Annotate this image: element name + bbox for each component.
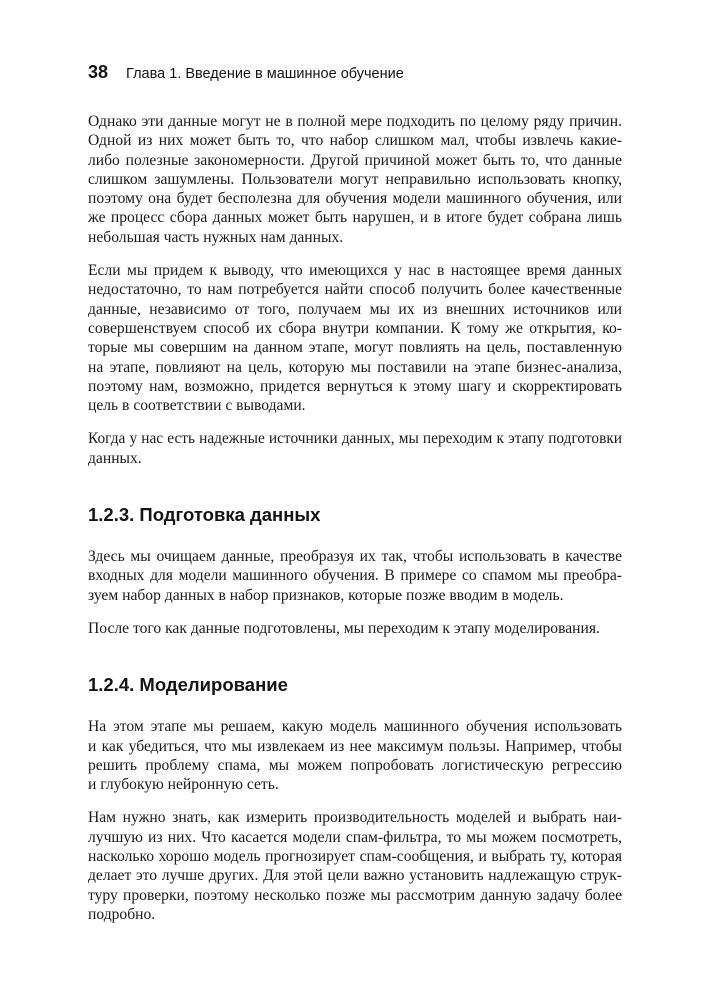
text-line: совершенствуем способ их сбора внутри компании. К тому же открытия, ко-: [88, 319, 622, 337]
text-line: и как убедиться, что мы извлекаем из нее максимум пользы. Например, чтобы: [88, 737, 622, 755]
paragraph-data-cleaning: [88, 547, 622, 605]
paragraph-insufficient-data: [88, 261, 622, 415]
text-line: на этапе, повлияют на цель, которую мы поставили на этапе бизнес-анализа,: [88, 358, 622, 376]
section-heading-modeling: 1.2.4. Моделирование: [88, 674, 288, 696]
text-line: Нам нужно знать, как измерить производительность моделей и выбрать наи-: [88, 809, 622, 827]
text-line: данных.: [88, 449, 142, 467]
text-line: лучшую из них. Что касается модели спам-фильтра, то мы можем посмотреть,: [88, 828, 622, 846]
text-line: После того как данные подготовлены, мы переходим к этапу моделирования.: [88, 619, 600, 637]
chapter-title: Глава 1. Введение в машинное обучение: [126, 66, 404, 82]
text-line: цель в соответствии с выводами.: [88, 397, 306, 415]
text-line: поэтому нам, возможно, придется вернуться к этому шагу и скорректировать: [88, 377, 622, 395]
text-line: делает это лучше других. Для этой цели важно установить надлежащую струк-: [88, 867, 622, 885]
paragraph-to-modeling: [88, 619, 622, 638]
text-line: Когда у нас есть надежные источники данных, мы переходим к этапу подготовки: [88, 430, 622, 448]
text-line: Однако эти данные могут не в полной мере подходить по целому ряду причин.: [88, 113, 622, 130]
text-line: насколько хорошо модель прогнозирует спам-сообщения, и выбрать ту, которая: [88, 848, 622, 866]
text-line: либо полезные закономерности. Другой причиной может быть то, что данные: [88, 151, 622, 169]
paragraph-reliable-sources: [88, 429, 622, 468]
page-number: 38: [88, 62, 109, 82]
running-head: [88, 62, 622, 90]
text-line: недостаточно, то нам потребуется найти способ получить более качественные: [88, 281, 622, 299]
text-line: входных для модели машинного обучения. В примере со спамом мы преобра-: [88, 567, 622, 585]
text-line: туру проверки, поэтому несколько позже мы рассмотрим данную задачу более: [88, 886, 622, 904]
text-line: Здесь мы очищаем данные, преобразуя их так, чтобы использовать в качестве: [88, 548, 622, 566]
paragraph-model-evaluation: [88, 808, 622, 924]
section-heading-data-preparation: 1.2.3. Подготовка данных: [88, 504, 321, 526]
text-line: Если мы придем к выводу, что имеющихся у нас в настоящее время данных: [88, 262, 622, 280]
paragraph-model-choice: [88, 717, 622, 794]
text-line: небольшая часть нужных нам данных.: [88, 228, 344, 246]
text-line: данные, независимо от того, получаем мы их из внешних источников или: [88, 300, 622, 318]
text-line: На этом этапе мы решаем, какую модель машинного обучения использовать: [88, 718, 622, 736]
text-line: и глубокую нейронную сеть.: [88, 776, 279, 794]
text-line: подробно.: [88, 905, 156, 923]
text-line: же процесс сбора данных может быть нарушен, и в итоге будет собрана лишь: [88, 209, 622, 227]
paragraph-data-quality: [88, 112, 622, 247]
text-line: торые мы совершим на данном этапе, могут повлиять на цель, поставленную: [88, 339, 622, 357]
text-line: Одной из них может быть то, что набор слишком мал, чтобы извлечь какие-: [88, 132, 622, 150]
text-line: слишком зашумлены. Пользователи могут неправильно использовать кнопку,: [88, 170, 622, 188]
text-line: зуем набор данных в набор признаков, которые позже вводим в модель.: [88, 586, 564, 604]
book-page: [88, 62, 622, 924]
text-line: решить проблему спама, мы можем попробовать логистическую регрессию: [88, 756, 622, 774]
text-line: поэтому она будет бесполезна для обучения модели машинного обучения, или: [88, 190, 622, 208]
